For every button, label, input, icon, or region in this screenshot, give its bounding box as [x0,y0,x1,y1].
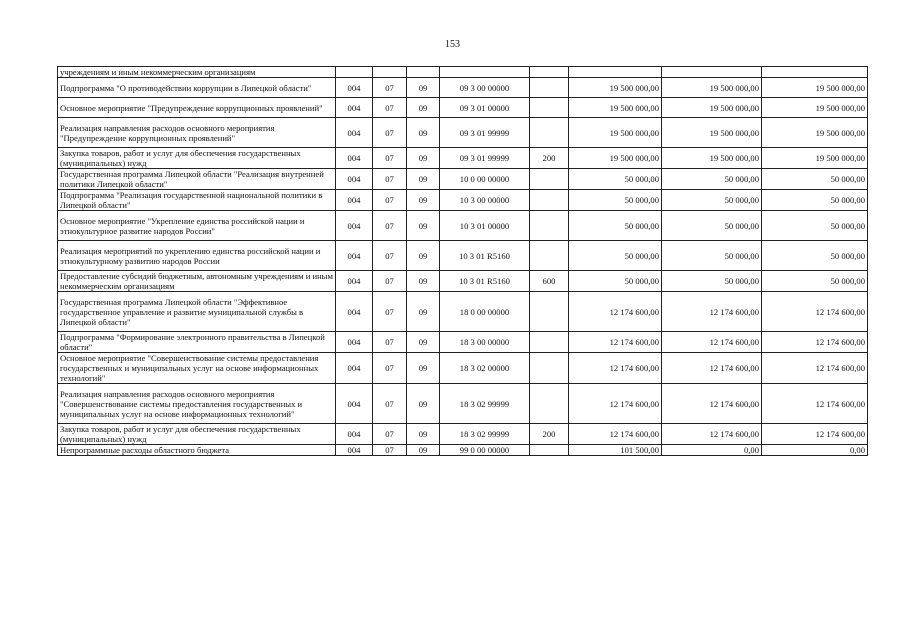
amount-3-cell: 19 500 000,00 [762,148,868,169]
amount-2-cell: 12 174 600,00 [662,353,762,384]
expense-type-cell [530,292,569,332]
target-article-cell: 18 3 02 00000 [440,353,530,384]
section-code-cell: 07 [373,332,407,353]
target-article-cell: 18 3 00 00000 [440,332,530,353]
amount-1-cell: 12 174 600,00 [569,332,662,353]
section-code-cell: 07 [373,292,407,332]
admin-code-cell: 004 [336,271,373,292]
subsection-code-cell: 09 [407,211,440,241]
section-code-cell: 07 [373,98,407,118]
expense-type-cell [530,384,569,424]
amount-1-cell: 50 000,00 [569,169,662,190]
section-code-cell: 07 [373,241,407,271]
section-code-cell [373,67,407,78]
expense-name-cell: Подпрограмма "Формирование электронного правительства в Липецкой области" [58,332,336,353]
target-article-cell: 18 3 02 99999 [440,424,530,445]
section-code-cell: 07 [373,169,407,190]
subsection-code-cell: 09 [407,148,440,169]
admin-code-cell: 004 [336,78,373,98]
amount-2-cell: 50 000,00 [662,169,762,190]
target-article-cell: 18 0 00 00000 [440,292,530,332]
amount-3-cell: 50 000,00 [762,241,868,271]
section-code-cell: 07 [373,78,407,98]
table-row [58,445,868,456]
amount-1-cell: 12 174 600,00 [569,353,662,384]
amount-1-cell: 19 500 000,00 [569,78,662,98]
table-row [58,332,868,353]
table-row [58,190,868,211]
admin-code-cell: 004 [336,169,373,190]
subsection-code-cell: 09 [407,169,440,190]
expense-type-cell [530,98,569,118]
amount-2-cell: 19 500 000,00 [662,78,762,98]
amount-2-cell: 19 500 000,00 [662,118,762,148]
amount-2-cell: 50 000,00 [662,241,762,271]
amount-3-cell: 50 000,00 [762,190,868,211]
amount-1-cell: 50 000,00 [569,271,662,292]
admin-code-cell: 004 [336,424,373,445]
expense-type-cell [530,332,569,353]
amount-2-cell: 12 174 600,00 [662,332,762,353]
expense-name-cell: Реализация мероприятий по укреплению единства российской нации и этнокультурному развитию народов России [58,241,336,271]
table-row [58,241,868,271]
amount-1-cell: 12 174 600,00 [569,424,662,445]
amount-1-cell: 50 000,00 [569,241,662,271]
subsection-code-cell: 09 [407,98,440,118]
table-row [58,78,868,98]
target-article-cell [440,67,530,78]
section-code-cell: 07 [373,384,407,424]
amount-1-cell: 19 500 000,00 [569,98,662,118]
amount-2-cell: 50 000,00 [662,190,762,211]
table-row [58,67,868,78]
target-article-cell: 10 0 00 00000 [440,169,530,190]
budget-table [57,66,868,456]
subsection-code-cell: 09 [407,118,440,148]
amount-3-cell: 50 000,00 [762,169,868,190]
expense-type-cell [530,190,569,211]
target-article-cell: 09 3 01 00000 [440,98,530,118]
amount-1-cell: 19 500 000,00 [569,148,662,169]
expense-type-cell: 200 [530,424,569,445]
section-code-cell: 07 [373,271,407,292]
amount-3-cell: 19 500 000,00 [762,78,868,98]
amount-2-cell: 0,00 [662,445,762,456]
amount-2-cell: 19 500 000,00 [662,148,762,169]
admin-code-cell: 004 [336,190,373,211]
amount-1-cell [569,67,662,78]
section-code-cell: 07 [373,148,407,169]
amount-1-cell: 19 500 000,00 [569,118,662,148]
target-article-cell: 10 3 01 00000 [440,211,530,241]
expense-name-cell: Реализация направления расходов основного мероприятия "Предупреждение коррупционных проявлений" [58,118,336,148]
amount-3-cell: 19 500 000,00 [762,118,868,148]
subsection-code-cell: 09 [407,78,440,98]
expense-name-cell: Основное мероприятие "Укрепление единства российской нации и этнокультурное развитие народов России" [58,211,336,241]
amount-2-cell: 12 174 600,00 [662,384,762,424]
target-article-cell: 10 3 01 R5160 [440,271,530,292]
expense-name-cell: учреждениям и иным некоммерческим организациям [58,67,336,78]
page-number: 153 [445,39,460,50]
amount-3-cell: 50 000,00 [762,271,868,292]
amount-3-cell: 12 174 600,00 [762,292,868,332]
table-row [58,384,868,424]
admin-code-cell: 004 [336,98,373,118]
subsection-code-cell: 09 [407,353,440,384]
amount-3-cell: 19 500 000,00 [762,98,868,118]
amount-1-cell: 50 000,00 [569,190,662,211]
subsection-code-cell: 09 [407,292,440,332]
admin-code-cell: 004 [336,384,373,424]
table-row [58,148,868,169]
subsection-code-cell: 09 [407,271,440,292]
table-row [58,271,868,292]
amount-2-cell: 19 500 000,00 [662,98,762,118]
expense-type-cell [530,169,569,190]
expense-name-cell: Предоставление субсидий бюджетным, автономным учреждениям и иным некоммерческим организациям [58,271,336,292]
target-article-cell: 09 3 00 00000 [440,78,530,98]
amount-1-cell: 12 174 600,00 [569,292,662,332]
table-row [58,118,868,148]
subsection-code-cell: 09 [407,424,440,445]
section-code-cell: 07 [373,353,407,384]
target-article-cell: 09 3 01 99999 [440,118,530,148]
expense-type-cell: 200 [530,148,569,169]
admin-code-cell: 004 [336,332,373,353]
amount-1-cell: 101 500,00 [569,445,662,456]
expense-type-cell [530,241,569,271]
target-article-cell: 99 0 00 00000 [440,445,530,456]
subsection-code-cell: 09 [407,445,440,456]
expense-name-cell: Основное мероприятие "Совершенствование системы предоставления государственных и муниципальных услуг на основе информационных технологий" [58,353,336,384]
section-code-cell: 07 [373,190,407,211]
admin-code-cell: 004 [336,148,373,169]
target-article-cell: 10 3 01 R5160 [440,241,530,271]
amount-2-cell: 50 000,00 [662,271,762,292]
table-row [58,169,868,190]
admin-code-cell: 004 [336,292,373,332]
amount-1-cell: 12 174 600,00 [569,384,662,424]
amount-3-cell: 12 174 600,00 [762,353,868,384]
subsection-code-cell: 09 [407,332,440,353]
expense-name-cell: Государственная программа Липецкой области "Реализация внутренней политики Липецкой области" [58,169,336,190]
expense-name-cell: Закупка товаров, работ и услуг для обеспечения государственных (муниципальных) нужд [58,424,336,445]
expense-type-cell: 600 [530,271,569,292]
amount-3-cell: 50 000,00 [762,211,868,241]
expense-name-cell: Подпрограмма "О противодействии коррупции в Липецкой области" [58,78,336,98]
expense-name-cell: Основное мероприятие "Предупреждение коррупционных проявлений" [58,98,336,118]
admin-code-cell: 004 [336,118,373,148]
admin-code-cell: 004 [336,445,373,456]
amount-3-cell: 12 174 600,00 [762,332,868,353]
expense-type-cell [530,118,569,148]
section-code-cell: 07 [373,445,407,456]
admin-code-cell: 004 [336,211,373,241]
section-code-cell: 07 [373,211,407,241]
amount-2-cell: 12 174 600,00 [662,424,762,445]
expense-type-cell [530,353,569,384]
target-article-cell: 10 3 00 00000 [440,190,530,211]
amount-2-cell: 12 174 600,00 [662,292,762,332]
table-row [58,424,868,445]
expense-name-cell: Закупка товаров, работ и услуг для обеспечения государственных (муниципальных) нужд [58,148,336,169]
subsection-code-cell: 09 [407,384,440,424]
table-row [58,292,868,332]
subsection-code-cell: 09 [407,241,440,271]
expense-type-cell [530,445,569,456]
subsection-code-cell [407,67,440,78]
target-article-cell: 09 3 01 99999 [440,148,530,169]
section-code-cell: 07 [373,424,407,445]
expense-name-cell: Подпрограмма "Реализация государственной национальной политики в Липецкой области" [58,190,336,211]
table-row [58,98,868,118]
amount-3-cell [762,67,868,78]
admin-code-cell: 004 [336,241,373,271]
target-article-cell: 18 3 02 99999 [440,384,530,424]
amount-2-cell: 50 000,00 [662,211,762,241]
table-row [58,353,868,384]
expense-type-cell [530,67,569,78]
amount-2-cell [662,67,762,78]
expense-type-cell [530,78,569,98]
section-code-cell: 07 [373,118,407,148]
amount-3-cell: 0,00 [762,445,868,456]
subsection-code-cell: 09 [407,190,440,211]
admin-code-cell [336,67,373,78]
admin-code-cell: 004 [336,353,373,384]
table-row [58,211,868,241]
expense-name-cell: Государственная программа Липецкой области "Эффективное государственное управление и развитие муниципальной службы в Липецкой области" [58,292,336,332]
expense-type-cell [530,211,569,241]
expense-name-cell: Непрограммные расходы областного бюджета [58,445,336,456]
amount-3-cell: 12 174 600,00 [762,424,868,445]
amount-1-cell: 50 000,00 [569,211,662,241]
expense-name-cell: Реализация направления расходов основного мероприятия "Совершенствование системы предоставления государственных и муниципальных услуг на основе информационных технологий" [58,384,336,424]
amount-3-cell: 12 174 600,00 [762,384,868,424]
